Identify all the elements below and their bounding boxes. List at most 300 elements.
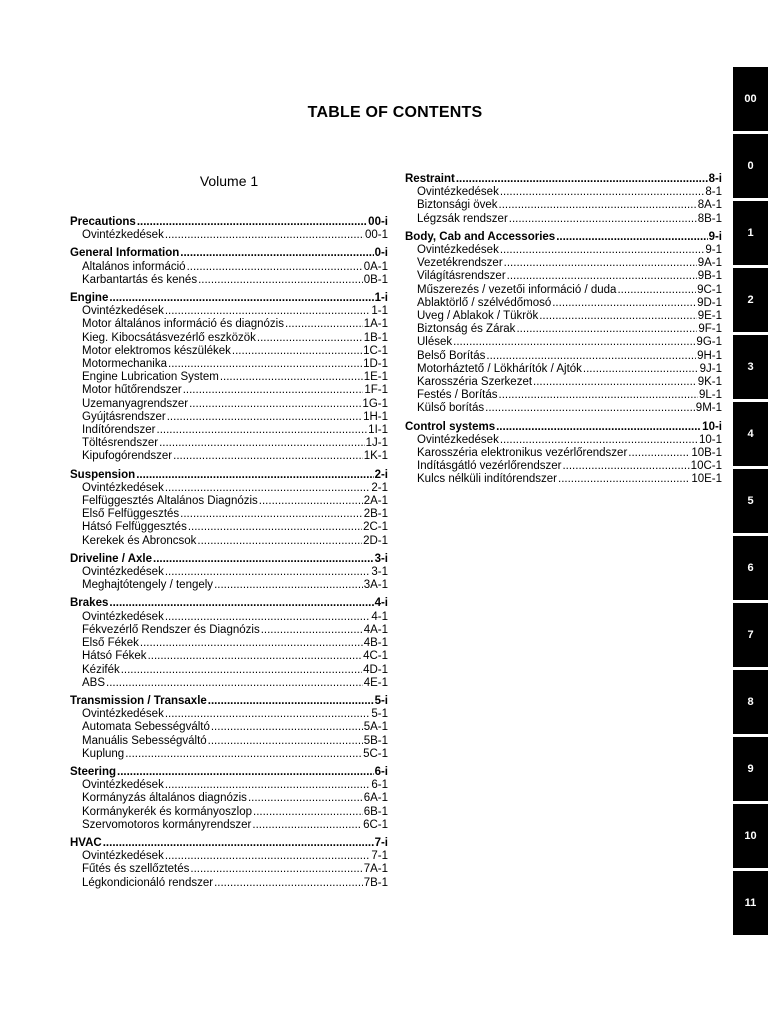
dot-leader	[106, 677, 363, 690]
toc-entry[interactable]	[70, 637, 388, 650]
section-title: Precautions	[70, 216, 136, 228]
toc-section-heading[interactable]	[70, 553, 388, 566]
toc-entry[interactable]	[70, 819, 388, 832]
section-title: Transmission / Transaxle	[70, 694, 207, 707]
entry-title: Biztonság és Zárak	[417, 323, 516, 336]
entry-title: Általános információ	[82, 260, 186, 273]
toc-section	[405, 173, 722, 226]
section-page: 8-i	[708, 173, 722, 185]
entry-page: 4A-1	[363, 623, 388, 636]
section-title: Driveline / Axle	[70, 552, 153, 565]
dot-leader	[183, 384, 364, 397]
entry-page: 10E-1	[691, 473, 722, 486]
toc-right-column	[405, 173, 722, 492]
dot-leader	[211, 721, 363, 734]
section-title: HVAC	[70, 836, 102, 849]
entry-title: Motor elektromos készülékek	[82, 344, 231, 357]
dot-leader	[509, 213, 697, 226]
entry-page: 7B-1	[363, 876, 388, 889]
entry-title: Fűtés és szellőztetés	[82, 863, 190, 876]
chapter-tab[interactable]: 1	[733, 201, 768, 265]
toc-section	[70, 695, 388, 761]
entry-title: Kieg. Kibocsátásvezérlő eszközök	[82, 331, 256, 344]
toc-section	[70, 247, 388, 287]
dot-leader	[533, 376, 697, 389]
toc-entry[interactable]	[70, 358, 388, 371]
entry-title: Indítórendszer	[82, 424, 156, 437]
entry-title: Karosszéria Szerkezet	[417, 376, 533, 389]
entry-title: Óvintézkedések	[82, 481, 164, 494]
dot-leader	[197, 535, 362, 548]
entry-title: Kipufogórendszer	[82, 450, 173, 463]
toc-section	[70, 553, 388, 593]
toc-section-heading[interactable]	[70, 292, 388, 305]
entry-title: Karosszéria elektronikus vezérlőrendszer	[417, 447, 628, 460]
entry-title: Szervomotoros kormányrendszer	[82, 818, 252, 831]
entry-title: Külső borítás	[417, 402, 485, 415]
dot-leader	[165, 850, 371, 863]
entry-title: Óvintézkedések	[82, 850, 164, 863]
toc-entry[interactable]	[70, 450, 388, 463]
toc-section-heading[interactable]	[405, 231, 722, 244]
toc-entry[interactable]	[405, 350, 722, 363]
toc-section-heading[interactable]	[70, 216, 388, 229]
toc-section	[70, 837, 388, 890]
dot-leader	[248, 792, 363, 805]
dot-leader	[562, 460, 689, 473]
toc-entry[interactable]	[70, 792, 388, 805]
dot-leader	[485, 402, 695, 415]
entry-title: Óvintézkedések	[82, 305, 164, 318]
toc-section	[70, 216, 388, 242]
dot-leader	[121, 664, 362, 677]
entry-page: 9F-1	[698, 323, 722, 336]
entry-page: 10B-1	[691, 447, 722, 460]
dot-leader	[109, 597, 373, 610]
toc-entry[interactable]	[70, 877, 388, 890]
entry-title: Motor általános információ és diagnózis	[82, 318, 284, 331]
dot-leader	[285, 318, 363, 331]
toc-entry[interactable]	[405, 284, 722, 297]
toc-entry[interactable]	[70, 345, 388, 358]
dot-leader	[167, 411, 362, 424]
toc-entry[interactable]	[405, 376, 722, 389]
entry-page: 1A-1	[363, 318, 388, 331]
dot-leader	[500, 186, 705, 199]
entry-page: 9K-1	[697, 376, 722, 389]
toc-entry[interactable]	[70, 424, 388, 437]
toc-section	[70, 469, 388, 548]
toc-entry[interactable]	[70, 332, 388, 345]
entry-page: 1D-1	[363, 358, 388, 371]
chapter-tab[interactable]: 8	[733, 670, 768, 734]
chapter-tab[interactable]: 7	[733, 603, 768, 667]
entry-page: 2A-1	[363, 495, 388, 508]
entry-page: 7-1	[371, 850, 388, 863]
section-title: Brakes	[70, 597, 109, 610]
entry-page: 6A-1	[363, 792, 388, 805]
toc-section-heading[interactable]	[70, 469, 388, 482]
toc-section-heading[interactable]	[70, 597, 388, 610]
entry-page: 4-1	[371, 610, 388, 623]
entry-page: 5-1	[371, 708, 388, 721]
entry-title: Automata Sebességváltó	[82, 721, 210, 734]
chapter-tab[interactable]: 9	[733, 737, 768, 801]
toc-entry[interactable]	[70, 863, 388, 876]
entry-title: Műszerezés / vezetői információ / duda	[417, 283, 617, 296]
dot-leader	[165, 566, 371, 579]
toc-entry[interactable]	[405, 199, 722, 212]
dot-leader	[208, 735, 363, 748]
toc-entry[interactable]	[405, 473, 722, 486]
toc-entry[interactable]	[70, 495, 388, 508]
toc-section	[405, 421, 722, 487]
entry-page: 3A-1	[363, 579, 388, 592]
dot-leader	[157, 424, 368, 437]
toc-entry[interactable]	[70, 677, 388, 690]
toc-entry[interactable]	[405, 323, 722, 336]
entry-page: 9H-1	[697, 349, 722, 362]
entry-title: Vezetékrendszer	[417, 257, 503, 270]
entry-page: 4E-1	[363, 676, 388, 689]
dot-leader	[456, 173, 708, 186]
entry-page: 2-1	[371, 481, 388, 494]
entry-page: 2C-1	[363, 521, 388, 534]
entry-title: Első Fékek	[82, 637, 139, 650]
entry-title: Kerekek és Abroncsok	[82, 534, 197, 547]
dot-leader	[125, 748, 362, 761]
entry-page: 9E-1	[697, 310, 722, 323]
entry-page: 10-1	[698, 433, 722, 446]
toc-entry[interactable]	[70, 708, 388, 721]
entry-page: 9C-1	[697, 283, 722, 296]
toc-entry[interactable]	[70, 579, 388, 592]
dot-leader	[180, 247, 373, 260]
chapter-tab[interactable]: 0	[733, 134, 768, 198]
toc-entry[interactable]	[70, 411, 388, 424]
dot-leader	[453, 336, 695, 349]
dot-leader	[165, 482, 371, 495]
dot-leader	[252, 819, 362, 832]
dot-leader	[165, 779, 371, 792]
dot-leader	[136, 469, 373, 482]
entry-page: 9A-1	[697, 257, 722, 270]
dot-leader	[617, 284, 696, 297]
entry-page: 6C-1	[363, 818, 388, 831]
dot-leader	[499, 389, 698, 402]
entry-page: 9J-1	[699, 362, 722, 375]
entry-page: 4C-1	[363, 650, 388, 663]
dot-leader	[253, 806, 363, 819]
toc-entry[interactable]	[70, 624, 388, 637]
entry-page: 2B-1	[363, 508, 388, 521]
chapter-tab[interactable]: 4	[733, 402, 768, 466]
dot-leader	[556, 231, 707, 244]
dot-leader	[220, 371, 363, 384]
toc-entry[interactable]	[70, 482, 388, 495]
entry-title: Hátsó Fékek	[82, 650, 147, 663]
dot-leader	[583, 363, 699, 376]
dot-leader	[558, 473, 690, 486]
section-page: 0-i	[374, 247, 388, 260]
section-page: 3-i	[374, 552, 388, 565]
dot-leader	[190, 863, 362, 876]
entry-title: Indításgátló vezérlőrendszer	[417, 460, 562, 473]
section-page: 6-i	[374, 765, 388, 778]
entry-page: 9G-1	[696, 336, 722, 349]
entry-page: 8A-1	[697, 199, 722, 212]
toc-section-heading[interactable]	[405, 421, 722, 434]
entry-title: Óvintézkedések	[82, 779, 164, 792]
entry-title: Óvintézkedések	[82, 229, 164, 242]
dot-leader	[117, 766, 374, 779]
entry-title: ABS	[82, 676, 106, 689]
dot-leader	[165, 708, 371, 721]
toc-entry[interactable]	[405, 336, 722, 349]
section-page: 9-i	[708, 230, 722, 243]
entry-page: 2D-1	[363, 534, 388, 547]
toc-entry[interactable]	[405, 186, 722, 199]
entry-title: Biztonsági övek	[417, 199, 498, 212]
dot-leader	[208, 695, 374, 708]
toc-entry[interactable]	[70, 664, 388, 677]
dot-leader	[153, 553, 374, 566]
volume-heading: Volume 1	[199, 173, 259, 189]
entry-title: Óvintézkedések	[82, 708, 164, 721]
entry-title: Első Felfüggesztés	[82, 508, 180, 521]
toc-entry[interactable]	[405, 434, 722, 447]
entry-page: 9L-1	[698, 389, 722, 402]
entry-title: Kormányzás általános diagnózis	[82, 792, 247, 805]
dot-leader	[109, 292, 373, 305]
entry-title: Töltésrendszer	[82, 437, 159, 450]
entry-title: Óvintézkedések	[82, 566, 164, 579]
toc-left-column	[70, 216, 388, 895]
toc-entry[interactable]	[405, 460, 722, 473]
entry-page: 8-1	[705, 186, 722, 199]
dot-leader	[259, 495, 363, 508]
toc-entry[interactable]	[70, 850, 388, 863]
entry-page: 7A-1	[363, 863, 388, 876]
chapter-tab[interactable]: 11	[733, 871, 768, 935]
section-page: 10-i	[702, 420, 722, 433]
entry-page: 1E-1	[363, 371, 388, 384]
entry-page: 1-1	[371, 305, 388, 318]
entry-title: Engine Lubrication System	[82, 371, 219, 384]
section-title: Restraint	[405, 173, 455, 185]
entry-page: 1H-1	[363, 410, 388, 423]
dot-leader	[516, 323, 697, 336]
entry-title: Gyújtásrendszer	[82, 410, 166, 423]
entry-page: 1I-1	[368, 424, 388, 437]
entry-page: 3-1	[371, 566, 388, 579]
entry-page: 9-1	[705, 244, 722, 257]
toc-entry[interactable]	[70, 721, 388, 734]
entry-page: 6-1	[371, 779, 388, 792]
dot-leader	[140, 637, 363, 650]
toc-entry[interactable]	[70, 371, 388, 384]
toc-entry[interactable]	[405, 297, 722, 310]
toc-entry[interactable]	[405, 310, 722, 323]
dot-leader	[188, 521, 362, 534]
section-page: 1-i	[374, 292, 388, 305]
toc-entry[interactable]	[70, 305, 388, 318]
entry-page: 9D-1	[697, 296, 722, 309]
dot-leader	[165, 305, 371, 318]
toc-entry[interactable]	[70, 611, 388, 624]
toc-entry[interactable]	[70, 806, 388, 819]
toc-section-heading[interactable]	[70, 837, 388, 850]
entry-page: 1J-1	[365, 437, 388, 450]
toc-section	[70, 292, 388, 464]
entry-title: Motorháztető / Lökhárítók / Ajtók	[417, 362, 582, 375]
toc-entry[interactable]	[405, 447, 722, 460]
toc-entry[interactable]	[70, 229, 388, 242]
entry-title: Meghajtótengely / tengely	[82, 579, 214, 592]
entry-page: 9M-1	[695, 402, 722, 415]
dot-leader	[168, 358, 362, 371]
toc-entry[interactable]	[70, 261, 388, 274]
entry-title: Világításrendszer	[417, 270, 506, 283]
entry-title: Manuális Sebességváltó	[82, 734, 207, 747]
dot-leader	[165, 229, 364, 242]
dot-leader	[148, 650, 363, 663]
toc-entry[interactable]	[70, 748, 388, 761]
entry-title: Motor hűtőrendszer	[82, 384, 182, 397]
entry-title: Óvintézkedések	[417, 433, 499, 446]
entry-title: Felfüggesztés Általános Diagnózis	[82, 495, 258, 508]
entry-page: 9B-1	[697, 270, 722, 283]
toc-section	[70, 597, 388, 689]
section-title: Control systems	[405, 420, 496, 433]
dot-leader	[159, 437, 365, 450]
toc-entry[interactable]	[70, 566, 388, 579]
dot-leader	[486, 350, 696, 363]
toc-entry[interactable]	[70, 437, 388, 450]
section-title: Steering	[70, 765, 117, 778]
entry-page: 5B-1	[363, 734, 388, 747]
toc-entry[interactable]	[70, 650, 388, 663]
toc-entry[interactable]	[70, 384, 388, 397]
entry-page: 4D-1	[363, 663, 388, 676]
section-title: General Information	[70, 247, 180, 260]
entry-title: Kézifék	[82, 663, 120, 676]
chapter-tab[interactable]: 00	[733, 67, 768, 131]
dot-leader	[496, 421, 701, 434]
entry-title: Motormechanika	[82, 358, 168, 371]
entry-title: Óvintézkedések	[417, 244, 499, 257]
toc-entry[interactable]	[405, 257, 722, 270]
entry-title: Fékvezérlő Rendszer és Diagnózis	[82, 623, 260, 636]
toc-entry[interactable]	[70, 274, 388, 287]
toc-entry[interactable]	[70, 398, 388, 411]
entry-title: Festés / Borítás	[417, 389, 498, 402]
entry-page: 5C-1	[363, 747, 388, 760]
dot-leader	[504, 257, 697, 270]
dot-leader	[500, 244, 705, 257]
toc-section-heading[interactable]	[70, 695, 388, 708]
entry-title: Üzemanyagrendszer	[82, 397, 189, 410]
section-title: Suspension	[70, 468, 136, 481]
dot-leader	[499, 199, 697, 212]
entry-title: Kormánykerék és kormányoszlop	[82, 805, 253, 818]
section-page: 7-i	[374, 836, 388, 849]
dot-leader	[539, 310, 696, 323]
entry-page: 0A-1	[363, 260, 388, 273]
entry-title: Ülések	[417, 336, 453, 349]
entry-title: Hátsó Felfüggesztés	[82, 521, 187, 534]
toc-entry[interactable]	[70, 521, 388, 534]
dot-leader	[103, 837, 374, 850]
dot-leader	[214, 877, 363, 890]
toc-entry[interactable]	[405, 244, 722, 257]
toc-section	[405, 231, 722, 416]
entry-title: Kulcs nélküli indítórendszer	[417, 473, 557, 486]
toc-section-heading[interactable]	[70, 247, 388, 260]
dot-leader	[198, 274, 363, 287]
section-title: Engine	[70, 292, 109, 305]
section-page: 00-i	[368, 216, 388, 228]
toc-entry[interactable]	[405, 402, 722, 415]
dot-leader	[552, 297, 696, 310]
entry-title: Ablaktörlő / szélvédőmosó	[417, 296, 552, 309]
entry-page: 1C-1	[363, 344, 388, 357]
toc-section-heading[interactable]	[70, 766, 388, 779]
toc-entry[interactable]	[70, 779, 388, 792]
toc-entry[interactable]	[405, 363, 722, 376]
section-page: 4-i	[374, 597, 388, 610]
entry-title: Karbantartás és kenés	[82, 273, 198, 286]
entry-page: 8B-1	[697, 212, 722, 225]
entry-title: Kuplung	[82, 747, 125, 760]
dot-leader	[180, 508, 363, 521]
toc-entry[interactable]	[70, 318, 388, 331]
entry-title: Üveg / Ablakok / Tükrök	[417, 310, 539, 323]
toc-entry[interactable]	[405, 389, 722, 402]
toc-section-heading[interactable]	[405, 173, 722, 186]
dot-leader	[261, 624, 363, 637]
toc-entry[interactable]	[405, 270, 722, 283]
dot-leader	[214, 579, 363, 592]
entry-page: 6B-1	[363, 805, 388, 818]
chapter-tab[interactable]: 6	[733, 536, 768, 600]
toc-entry[interactable]	[405, 213, 722, 226]
section-page: 5-i	[374, 694, 388, 707]
chapter-tab[interactable]: 10	[733, 804, 768, 868]
entry-page: 0B-1	[363, 273, 388, 286]
chapter-tab[interactable]: 5	[733, 469, 768, 533]
chapter-tab[interactable]: 3	[733, 335, 768, 399]
entry-page: 1K-1	[363, 450, 388, 463]
toc-entry[interactable]	[70, 535, 388, 548]
dot-leader	[137, 216, 367, 229]
chapter-tab[interactable]: 2	[733, 268, 768, 332]
toc-entry[interactable]	[70, 508, 388, 521]
entry-page: 5A-1	[363, 721, 388, 734]
dot-leader	[173, 450, 363, 463]
dot-leader	[628, 447, 690, 460]
entry-title: Óvintézkedések	[82, 610, 164, 623]
entry-page: 00-1	[364, 229, 388, 242]
entry-title: Óvintézkedések	[417, 186, 499, 199]
entry-page: 1B-1	[363, 331, 388, 344]
section-page: 2-i	[374, 468, 388, 481]
page-title: TABLE OF CONTENTS	[307, 104, 483, 121]
entry-title: Légzsák rendszer	[417, 212, 508, 225]
section-title: Body, Cab and Accessories	[405, 230, 556, 243]
toc-entry[interactable]	[70, 735, 388, 748]
dot-leader	[500, 434, 698, 447]
